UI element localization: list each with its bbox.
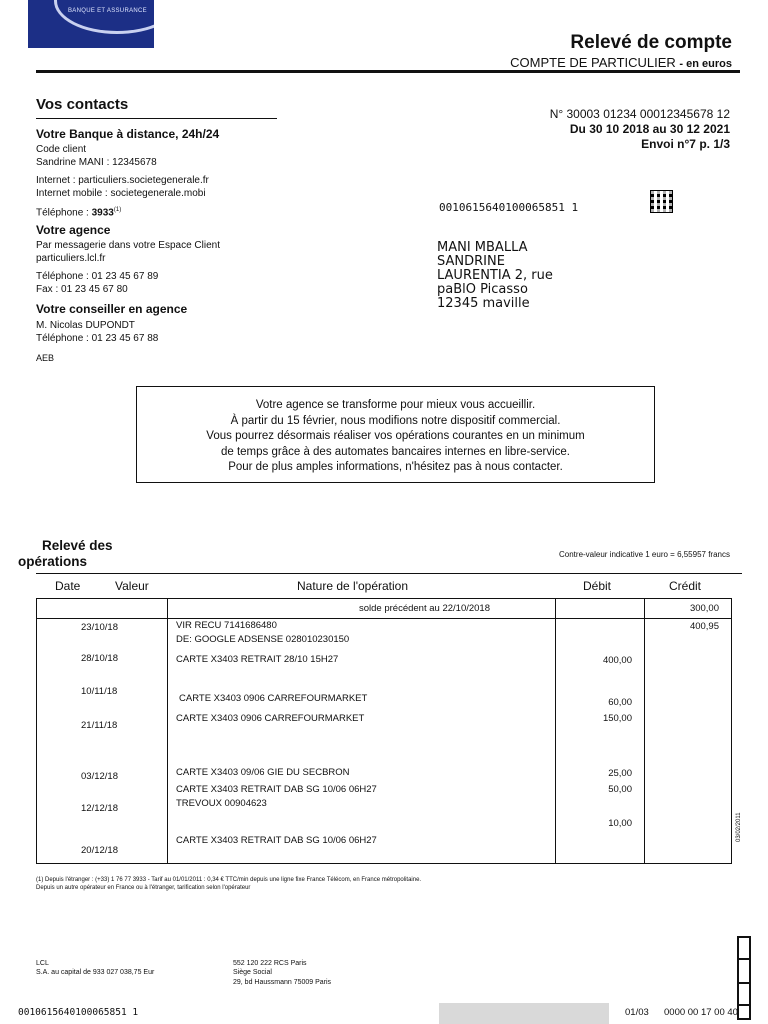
address-line: 12345 maville [437,296,530,311]
op-nature: VIR RECU 7141686480 [176,620,277,631]
footnote-line: (1) Depuis l'étranger : (+33) 1 76 77 3933 - Tarif au 01/01/2011 : 0,34 € TTC/min depuis une ligne fixe France Télécom, en France métropolitaine. [36,877,422,883]
op-nature: CARTE X3403 0906 CARREFOURMARKET [176,713,365,724]
recipient-address [437,241,553,311]
barcode-icon [737,936,751,1020]
footer-reference: 0010615640100065851 1 [18,1007,139,1018]
contacts-rule [36,118,277,119]
phone-number: 3933 [91,207,114,219]
op-nature: DE: GOOGLE ADSENSE 028010230150 [176,634,350,645]
notice-line: Vous pourrez désormais réaliser vos opérations courantes en un minimum [206,430,585,442]
footer-grey-band [439,1003,609,1024]
col-divider [555,599,556,863]
header-rule [36,70,740,73]
agency-code: AEB [36,353,55,363]
logo-tagline: BANQUE ET ASSURANCE [68,8,147,14]
notice-line: Pour de plus amples informations, n'hésitez pas à nous contacter. [228,461,563,473]
col-date: Date [55,579,81,593]
op-debit: 50,00 [608,784,632,795]
notice-box [136,386,655,483]
footer-capital: S.A. au capital de 933 027 038,75 Eur [36,969,155,976]
internet-link: Internet : particuliers.societegenerale.fr [36,175,209,186]
op-debit: 10,00 [608,818,632,829]
op-debit: 150,00 [602,713,632,724]
op-date: 23/10/18 [81,622,118,633]
exchange-rate: Contre-valeur indicative 1 euro = 6,55957 francs [559,550,730,559]
footer-page: 01/03 [625,1007,649,1018]
agency-phone: Téléphone : 01 23 45 67 89 [36,271,159,282]
phone-footnote-mark: (1) [113,207,122,213]
col-nature: Nature de l'opération [297,579,409,593]
advisor-title: Votre conseiller en agence [36,302,188,316]
side-date-code: 03/02/2011 [736,812,742,842]
footer-rcs: 552 120 222 RCS Paris [233,960,307,967]
code-client-label: Code client [36,144,87,155]
footnote-line: Depuis un autre opérateur en France ou à l'étranger, tarification selon l'opérateur [36,885,251,891]
statement-period: Du 30 10 2018 au 30 12 2021 [569,122,730,136]
footer-siege: Siège Social [233,969,272,976]
op-credit: 400,95 [689,621,719,632]
bank-logo [28,0,154,48]
client-name: Sandrine MANI : 12345678 [36,157,157,168]
col-credit: Crédit [669,579,702,593]
logo-ring-icon [54,0,154,34]
qr-code-icon [651,191,672,212]
address-line: LAURENTIA 2, rue [437,268,553,283]
row-divider [37,618,731,619]
footer-bank: LCL [36,960,49,967]
agency-site: particuliers.lcl.fr [36,253,106,264]
col-valeur: Valeur [115,579,149,593]
op-nature: CARTE X3403 RETRAIT DAB SG 10/06 06H27 [176,835,377,846]
mobile-link: Internet mobile : societegenerale.mobi [36,188,206,199]
address-line: SANDRINE [437,254,505,269]
op-debit: 60,00 [608,697,632,708]
footer-address: 29, bd Haussmann 75009 Paris [233,979,332,986]
previous-balance-credit: 300,00 [689,603,719,614]
address-line: MANI MBALLA [437,240,528,255]
remote-phone [36,204,121,219]
op-nature: TREVOUX 00904623 [176,798,267,809]
op-date: 12/12/18 [81,803,118,814]
account-type [510,55,732,70]
reference-code: 0010615640100065851 1 [439,201,579,214]
agency-message: Par messagerie dans votre Espace Client [36,240,220,251]
operations-rule [36,573,742,574]
account-type-label: COMPTE DE PARTICULIER [510,55,676,70]
op-date: 28/10/18 [81,653,118,664]
op-date: 10/11/18 [81,686,118,697]
address-line: paBlO Picasso [437,282,528,297]
op-date: 20/12/18 [81,845,118,856]
operations-heading-line2: opérations [18,554,88,569]
op-nature: CARTE X3403 RETRAIT DAB SG 10/06 06H27 [176,784,377,795]
page-title: Relevé de compte [570,32,732,53]
dispatch-info: Envoi n°7 p. 1/3 [641,137,730,151]
col-debit: Débit [583,579,612,593]
previous-balance-label: solde précédent au 22/10/2018 [359,603,490,614]
notice-line: de temps grâce à des automates bancaires internes en libre-service. [220,445,570,458]
op-date: 21/11/18 [81,720,118,731]
advisor-phone: Téléphone : 01 23 45 67 88 [36,333,159,344]
agency-fax: Fax : 01 23 45 67 80 [36,284,128,295]
operations-heading [18,538,113,570]
op-debit: 400,00 [602,655,632,666]
col-divider [167,599,168,863]
contacts-heading: Vos contacts [36,96,129,113]
account-number: N° 30003 01234 00012345678 12 [549,107,730,121]
operations-table [36,598,732,864]
notice-line: À partir du 15 février, nous modifions notre dispositif commercial. [230,414,561,427]
op-date: 03/12/18 [81,771,118,782]
op-debit: 25,00 [608,768,632,779]
footer-code: 0000 00 17 00 40 [664,1007,738,1018]
op-nature: CARTE X3403 09/06 GIE DU SECBRON [176,767,350,778]
agency-title: Votre agence [36,223,111,237]
operations-heading-line1: Relevé des [42,538,113,553]
advisor-name: M. Nicolas DUPONDT [36,320,135,331]
op-nature: CARTE X3403 RETRAIT 28/10 15H27 [176,654,339,665]
remote-bank-title: Votre Banque à distance, 24h/24 [36,127,220,141]
phone-label: Téléphone : [36,207,92,219]
currency-label: - en euros [679,58,732,70]
notice-line: Votre agence se transforme pour mieux vous accueillir. [255,399,536,411]
col-divider [644,599,645,863]
op-nature: CARTE X3403 0906 CARREFOURMARKET [179,693,368,704]
